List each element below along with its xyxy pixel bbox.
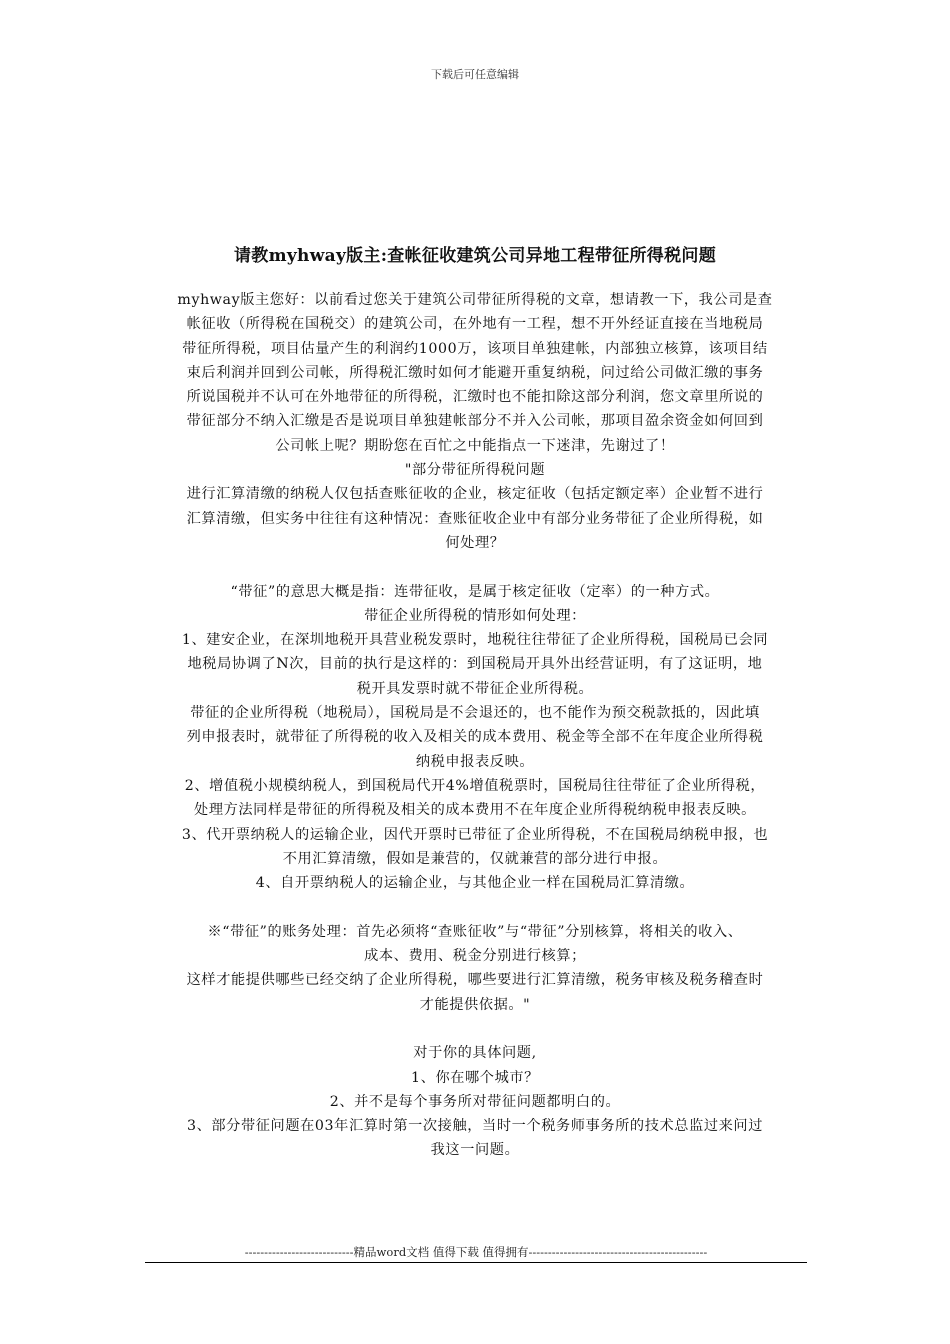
body-line: 进行汇算清缴的纳税人仅包括查账征收的企业，核定征收（包括定额定率）企业暂不进行 — [186, 486, 764, 503]
body-line: 帐征收（所得税在国税交）的建筑公司，在外地有一工程，想不开外经证直接在当地税局 — [186, 316, 764, 333]
body-line: 税开具发票时就不带征企业所得税。 — [356, 680, 594, 697]
body-line: 成本、费用、税金分别进行核算； — [364, 948, 586, 965]
reply-item-3: 3、部分带征问题在03年汇算时第一次接触，当时一个税务师事务所的技术总监过来问过 — [186, 1118, 764, 1135]
reply-item-1: 1、你在哪个城市？ — [411, 1069, 539, 1086]
body-line: 才能提供依据。" — [419, 996, 531, 1013]
note-line: ※“带征”的账务处理：首先必须将“查账征收”与“带征”分别核算，将相关的收入、 — [207, 923, 743, 940]
body-line: 带征企业所得税的情形如何处理： — [364, 607, 586, 624]
header-note: 下载后可任意编辑 — [431, 68, 519, 81]
body-line: 纳税申报表反映。 — [415, 753, 535, 770]
body-line: “带征”的意思大概是指：连带征收，是属于核定征收（定率）的一种方式。 — [230, 583, 720, 600]
body-line: 何处理？ — [445, 534, 505, 551]
body-line: 公司帐上呢？期盼您在百忙之中能指点一下迷津，先谢过了！ — [275, 437, 675, 454]
body-line: 带征的企业所得税（地税局），国税局是不会退还的，也不能作为预交税款抵的，因此填 — [190, 705, 760, 722]
list-item-4: 4、自开票纳税人的运输企业，与其他企业一样在国税局汇算清缴。 — [255, 875, 695, 892]
body-line: 列申报表时，就带征了所得税的收入及相关的成本费用、税金等全部不在年度企业所得税 — [186, 729, 764, 746]
quote-heading: "部分带征所得税问题 — [404, 462, 546, 479]
blank-line — [145, 895, 805, 919]
list-item-1: 1、建安企业，在深圳地税开具营业税发票时，地税往往带征了企业所得税，国税局已会同 — [181, 632, 769, 649]
body-line: 不用汇算清缴，假如是兼营的，仅就兼营的部分进行申报。 — [282, 850, 668, 867]
list-item-2: 2、增值税小规模纳税人，到国税局代开4%增值税票时，国税局往往带征了企业所得税， — [184, 777, 766, 794]
body-line: 所说国税并不认可在外地带征的所得税，汇缴时也不能扣除这部分利润，您文章里所说的 — [186, 389, 764, 406]
reply-item-2: 2、并不是每个事务所对带征问题都明白的。 — [329, 1093, 621, 1110]
body-line: 地税局协调了N次，目前的执行是这样的：到国税局开具外出经营证明，有了这证明，地 — [187, 656, 763, 673]
document-title: 请教myhway版主:查帐征收建筑公司异地工程带征所得税问题 — [233, 246, 717, 266]
list-item-3: 3、代开票纳税人的运输企业，因代开票时已带征了企业所得税，不在国税局纳税申报，也 — [181, 826, 769, 843]
footer-note: ----------------------------精品word文档 值得下载 值得拥有---------------------------------------------- — [244, 1245, 708, 1259]
body-line: myhway版主您好：以前看过您关于建筑公司带征所得税的文章，想请教一下，我公司是查 — [177, 292, 773, 308]
body-line: 束后利润并回到公司帐，所得税汇缴时如何才能避开重复纳税，问过给公司做汇缴的事务 — [186, 364, 764, 381]
footer-divider — [145, 1262, 807, 1263]
body-line: 处理方法同样是带征的所得税及相关的成本费用不在年度企业所得税纳税申报表反映。 — [194, 802, 756, 819]
blank-line — [145, 555, 805, 579]
body-line: 汇算清缴，但实务中往往有这种情况：查账征收企业中有部分业务带征了企业所得税，如 — [186, 510, 764, 527]
body-line: 带征所得税，项目估量产生的利润约1000万，该项目单独建帐，内部独立核算，该项目结 — [182, 340, 768, 357]
body-line: 带征部分不纳入汇缴是否是说项目单独建帐部分不并入公司帐，那项目盈余资金如何回到 — [186, 413, 764, 430]
blank-line — [145, 1017, 805, 1041]
reply-intro: 对于你的具体问题, — [413, 1045, 537, 1062]
body-line: 我这一问题。 — [430, 1142, 520, 1159]
body-line: 这样才能提供哪些已经交纳了企业所得税，哪些要进行汇算清缴，税务审核及税务稽查时 — [186, 972, 764, 989]
document-body — [145, 288, 805, 1163]
